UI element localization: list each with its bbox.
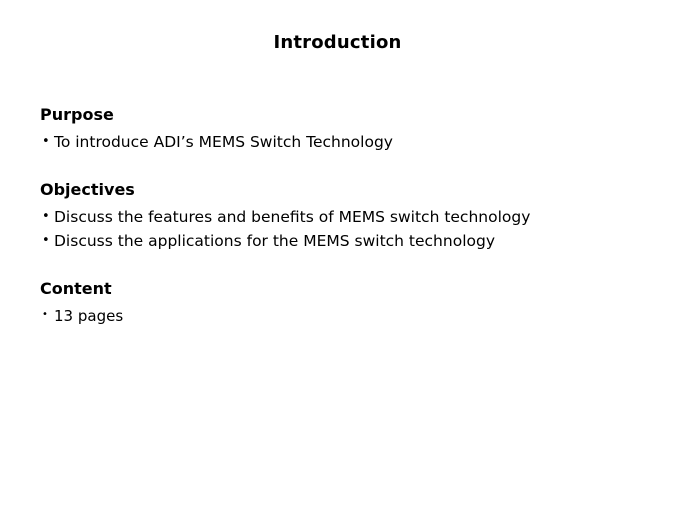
section-heading-objectives: Objectives bbox=[40, 180, 135, 200]
list-item bbox=[40, 305, 660, 328]
slide-body bbox=[40, 105, 660, 347]
page-title: Introduction bbox=[273, 32, 402, 53]
section-heading-purpose: Purpose bbox=[40, 105, 114, 124]
bullet-marker-icon: • bbox=[42, 134, 50, 149]
section-objectives bbox=[40, 180, 660, 253]
list-item-label: Discuss the features and benefits of MEMS switch technology bbox=[54, 208, 531, 227]
list-item bbox=[40, 206, 660, 229]
list-item-label: Discuss the applications for the MEMS switch technology bbox=[54, 231, 495, 250]
bullet-list-content bbox=[40, 305, 660, 328]
list-item-label: 13 pages bbox=[54, 306, 124, 325]
bullet-marker-icon: • bbox=[42, 308, 48, 320]
bullet-list-objectives bbox=[40, 206, 660, 253]
list-item bbox=[40, 131, 660, 154]
bullet-list-purpose bbox=[40, 131, 660, 154]
bullet-marker-icon: • bbox=[42, 232, 50, 248]
list-item-label: To introduce ADI’s MEMS Switch Technology bbox=[54, 133, 393, 151]
section-content bbox=[40, 279, 660, 328]
list-item bbox=[40, 230, 660, 253]
section-purpose bbox=[40, 105, 660, 154]
section-heading-content: Content bbox=[40, 278, 112, 298]
bullet-marker-icon: • bbox=[42, 209, 50, 225]
